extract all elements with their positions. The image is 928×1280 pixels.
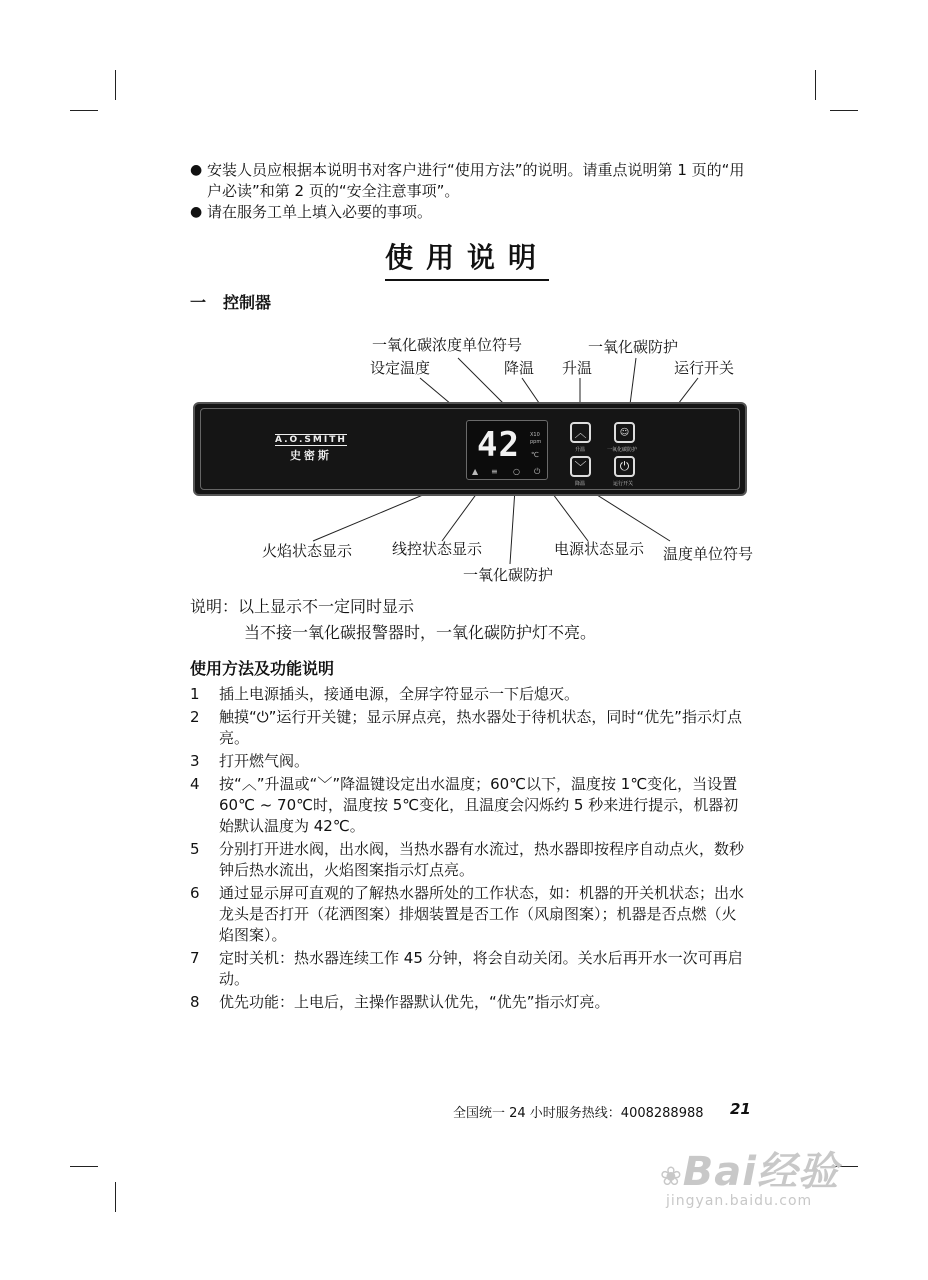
list-item [190,751,750,772]
brand-en: A.O.SMITH [275,435,347,445]
step-text: 通过显示屏可直观的了解热水器所处的工作状态，如：机器的开关机状态；出水龙头是否打开（花洒图案）排烟装置是否工作（风扇图案）；机器是否点燃（火焰图案）。 [219,884,745,944]
unit-ppm: ppm [530,439,542,445]
bullet-dot: ● [190,162,203,178]
list-item [190,684,750,705]
crop-mark [70,110,98,111]
watermark-url: jingyan.baidu.com [666,1193,813,1209]
paw-icon: ❀ [660,1162,683,1192]
co-protect-icon: ○ [513,467,520,476]
brand-logo [275,434,347,463]
note-line-1: 说明：以上显示不一定同时显示 [190,597,415,616]
power-icon: ⏻ [534,467,541,476]
list-item [190,774,750,837]
section-title: 控制器 [223,293,272,312]
temp-down-key-label: 降温 [575,481,586,487]
temp-down-key[interactable] [570,456,591,477]
page-title: 使用说明 [385,240,549,281]
step-text: 触摸“⏻”运行开关键；显示屏点亮，热水器处于待机状态，同时“优先”指示灯点亮。 [219,708,742,747]
label-co-protect-top: 一氧化碳防护 [588,338,679,356]
up-arrow-icon: ︿ [574,426,587,440]
label-temp-up: 升温 [562,359,593,377]
list-item [190,707,750,749]
unit-celsius: ℃ [531,451,539,459]
step-number: 2 [190,708,200,726]
usage-heading: 使用方法及功能说明 [190,659,335,678]
label-wire-status: 线控状态显示 [392,540,483,558]
note-line-2: 当不接一氧化碳报警器时，一氧化碳防护灯不亮。 [244,623,597,642]
label-temp-down: 降温 [504,359,535,377]
label-co-protect-bottom: 一氧化碳防护 [463,566,554,584]
step-number: 3 [190,752,200,770]
step-number: 8 [190,993,200,1011]
list-item [190,839,750,881]
co-protect-icon: ☺ [619,427,630,438]
label-power-switch: 运行开关 [674,359,735,377]
watermark-logo-text: Bai经验 [682,1149,839,1195]
step-number: 1 [190,685,200,703]
down-arrow-icon: ﹀ [574,460,587,474]
step-number: 4 [190,775,200,793]
intro-bullet [190,202,750,223]
step-text: 优先功能：上电后，主操作器默认优先，“优先”指示灯亮。 [219,993,610,1011]
crop-mark [70,1166,98,1167]
label-temp-unit: 温度单位符号 [663,545,754,563]
step-number: 7 [190,949,200,967]
step-text: 按“︿”升温或“﹀”降温键设定出水温度；60℃以下，温度按 1℃变化，当设置 60℃ ~ 70℃时，温度按 5℃变化，且温度会闪烁约 5 秒来进行提示，机器初始默认温度为 42℃。 [219,775,739,835]
watermark-logo [660,1140,839,1197]
label-co-unit: 一氧化碳浓度单位符号 [372,336,523,354]
co-protect-key-label: 一氧化碳防护 [607,447,638,453]
intro-bullet-text: 请在服务工单上填入必要的事项。 [207,203,433,221]
list-item [190,992,750,1013]
intro-bullet-text: 安装人员应根据本说明书对客户进行“使用方法”的说明。请重点说明第 1 页的“用户必读”和第 2 页的“安全注意事项”。 [207,161,745,200]
flame-icon: ▲ [472,467,479,476]
power-key-label: 运行开关 [613,481,634,487]
crop-mark [830,110,858,111]
temp-up-key[interactable] [570,422,591,443]
power-key[interactable] [614,456,635,477]
step-text: 打开燃气阀。 [219,752,310,770]
lcd-display [466,420,548,480]
page-number: 21 [730,1100,751,1118]
label-power-status: 电源状态显示 [554,540,645,558]
note [190,594,596,646]
crop-mark [115,70,116,100]
step-text: 分别打开进水阀，出水阀，当热水器有水流过，热水器即按程序自动点火，数秒钟后热水流出，火焰图案指示灯点亮。 [219,840,745,879]
section-number: 一 [190,293,207,312]
co-protect-key[interactable] [614,422,635,443]
step-text: 插上电源插头，接通电源，全屏字符显示一下后熄灭。 [219,685,580,703]
list-item [190,948,750,990]
label-flame-status: 火焰状态显示 [262,542,353,560]
power-icon: ⏻ [619,459,630,473]
brand-cn: 史密斯 [289,449,332,462]
list-item [190,883,750,946]
intro-bullets [190,160,750,223]
step-number: 6 [190,884,200,902]
unit-x10: X10 [530,432,540,438]
intro-bullet [190,160,750,202]
bullet-dot: ● [190,204,203,220]
crop-mark [815,70,816,100]
crop-mark [115,1182,116,1212]
step-text: 定时关机：热水器连续工作 45 分钟，将会自动关闭。关水后再开水一次可再启动。 [219,949,743,988]
step-number: 5 [190,840,200,858]
display-value: 42 [477,425,520,465]
watermark [660,1140,839,1209]
control-panel [193,402,747,496]
temp-up-key-label: 升温 [575,447,586,453]
usage-steps [190,684,750,1015]
footer-hotline: 全国统一 24 小时服务热线：4008288988 [453,1106,704,1121]
wire-icon: ≡ [491,467,498,476]
section-heading [190,290,271,313]
label-set-temp: 设定温度 [370,359,431,377]
